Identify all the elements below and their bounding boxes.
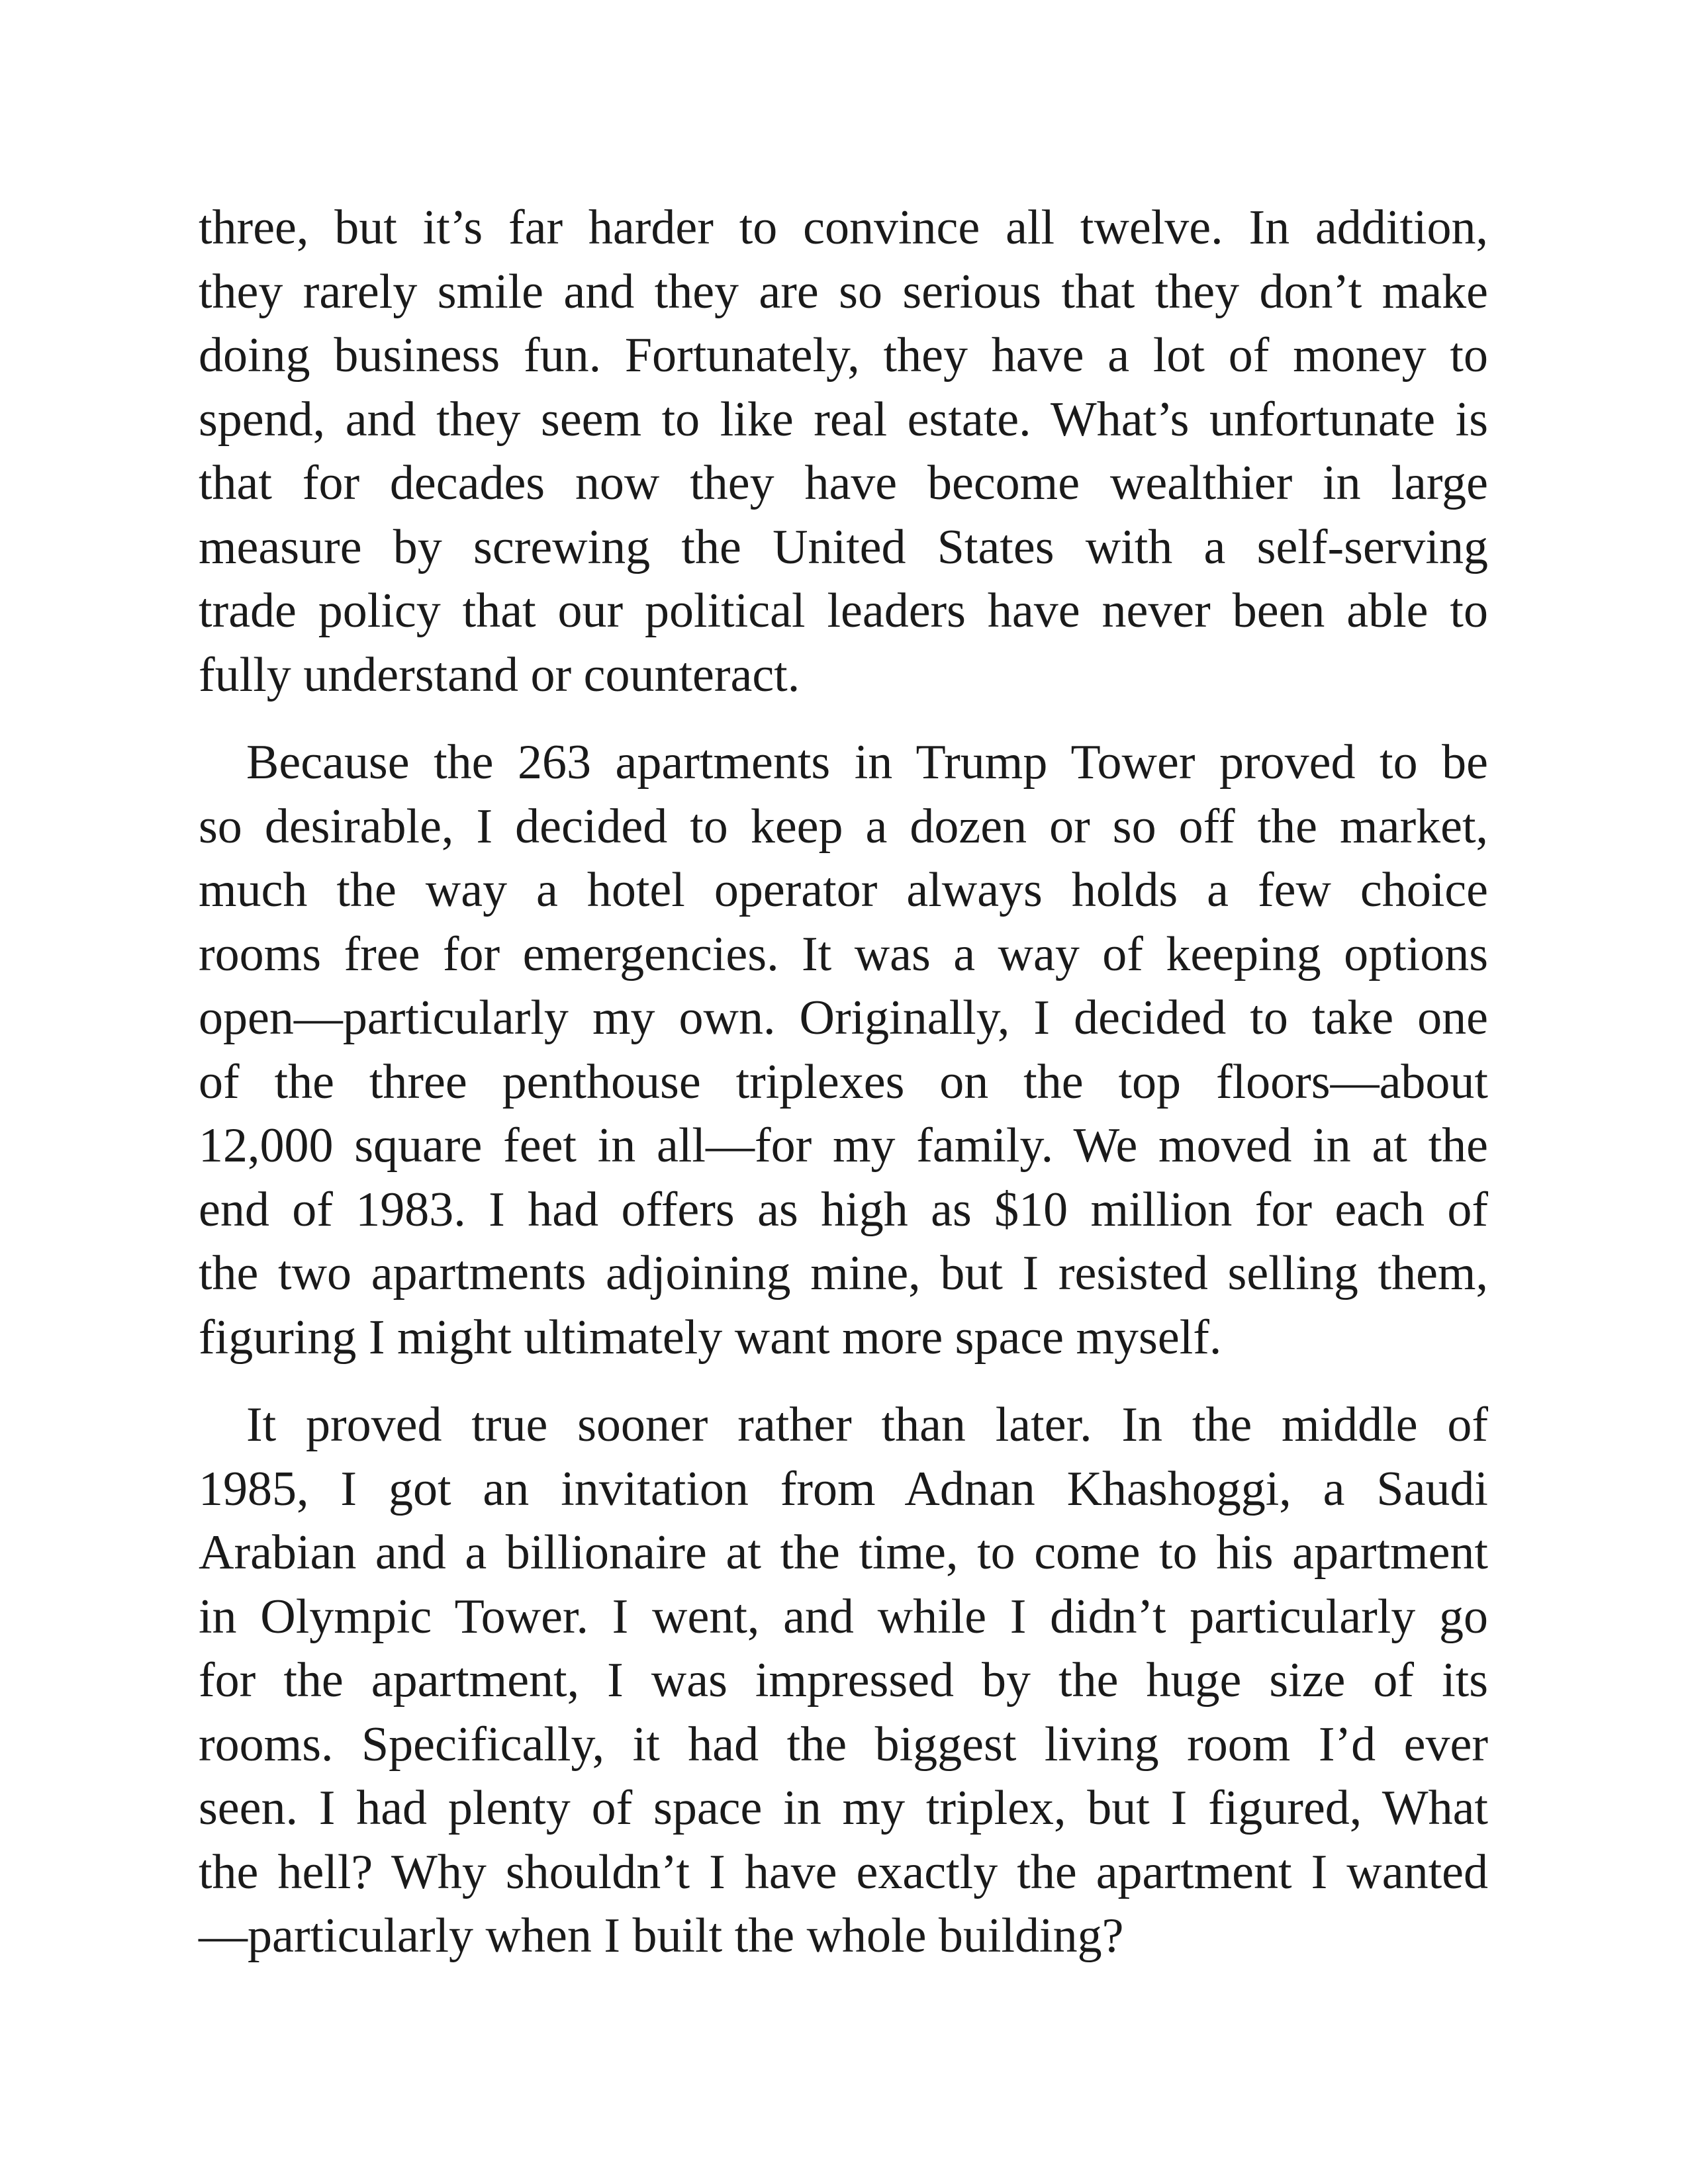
text-line: of the three penthouse triplexes on the top floors—about: [199, 1054, 1488, 1109]
text-line: open—particularly my own. Originally, I decided to take one: [199, 991, 1488, 1045]
text-line: that for decades now they have become wealthier in large: [199, 456, 1488, 510]
text-line: figuring I might ultimately want more space myself.: [199, 1310, 1222, 1365]
text-line: measure by screwing the United States with a self-serving: [199, 520, 1488, 574]
text-line: rooms. Specifically, it had the biggest living room I’d ever: [199, 1717, 1488, 1772]
text-line: rooms free for emergencies. It was a way of keeping options: [199, 927, 1488, 981]
text-line: Because the 263 apartments in Trump Tower proved to be: [246, 735, 1488, 790]
paragraph-2: [199, 731, 1488, 1369]
book-page: [199, 196, 1488, 1968]
text-line: 12,000 square feet in all—for my family. We moved in at the: [199, 1118, 1488, 1173]
text-line: Arabian and a billionaire at the time, to come to his apartment: [199, 1525, 1488, 1580]
text-line: doing business fun. Fortunately, they have a lot of money to: [199, 328, 1488, 383]
paragraph-3: [199, 1393, 1488, 1968]
text-line: the hell? Why shouldn’t I have exactly the apartment I wanted: [199, 1844, 1488, 1899]
text-line: so desirable, I decided to keep a dozen or so off the market,: [199, 799, 1488, 854]
text-line: in Olympic Tower. I went, and while I didn’t particularly go: [199, 1589, 1488, 1644]
text-line: seen. I had plenty of space in my triplex, but I figured, What: [199, 1781, 1488, 1835]
text-line: they rarely smile and they are so serious that they don’t make: [199, 264, 1488, 319]
text-line: three, but it’s far harder to convince all twelve. In addition,: [199, 201, 1488, 255]
text-line: spend, and they seem to like real estate. What’s unfortunate is: [199, 392, 1488, 447]
text-line: fully understand or counteract.: [199, 647, 800, 702]
text-line: much the way a hotel operator always holds a few choice: [199, 863, 1488, 917]
text-line: trade policy that our political leaders have never been able to: [199, 584, 1488, 638]
text-line: 1985, I got an invitation from Adnan Khashoggi, a Saudi: [199, 1461, 1488, 1516]
paragraph-1: [199, 196, 1488, 707]
text-line: for the apartment, I was impressed by the huge size of its: [199, 1653, 1488, 1707]
text-line: —particularly when I built the whole building?: [199, 1909, 1124, 1963]
text-line: the two apartments adjoining mine, but I resisted selling them,: [199, 1246, 1488, 1300]
text-line: end of 1983. I had offers as high as $10 million for each of: [199, 1182, 1488, 1237]
text-line: It proved true sooner rather than later. In the middle of: [246, 1398, 1488, 1452]
